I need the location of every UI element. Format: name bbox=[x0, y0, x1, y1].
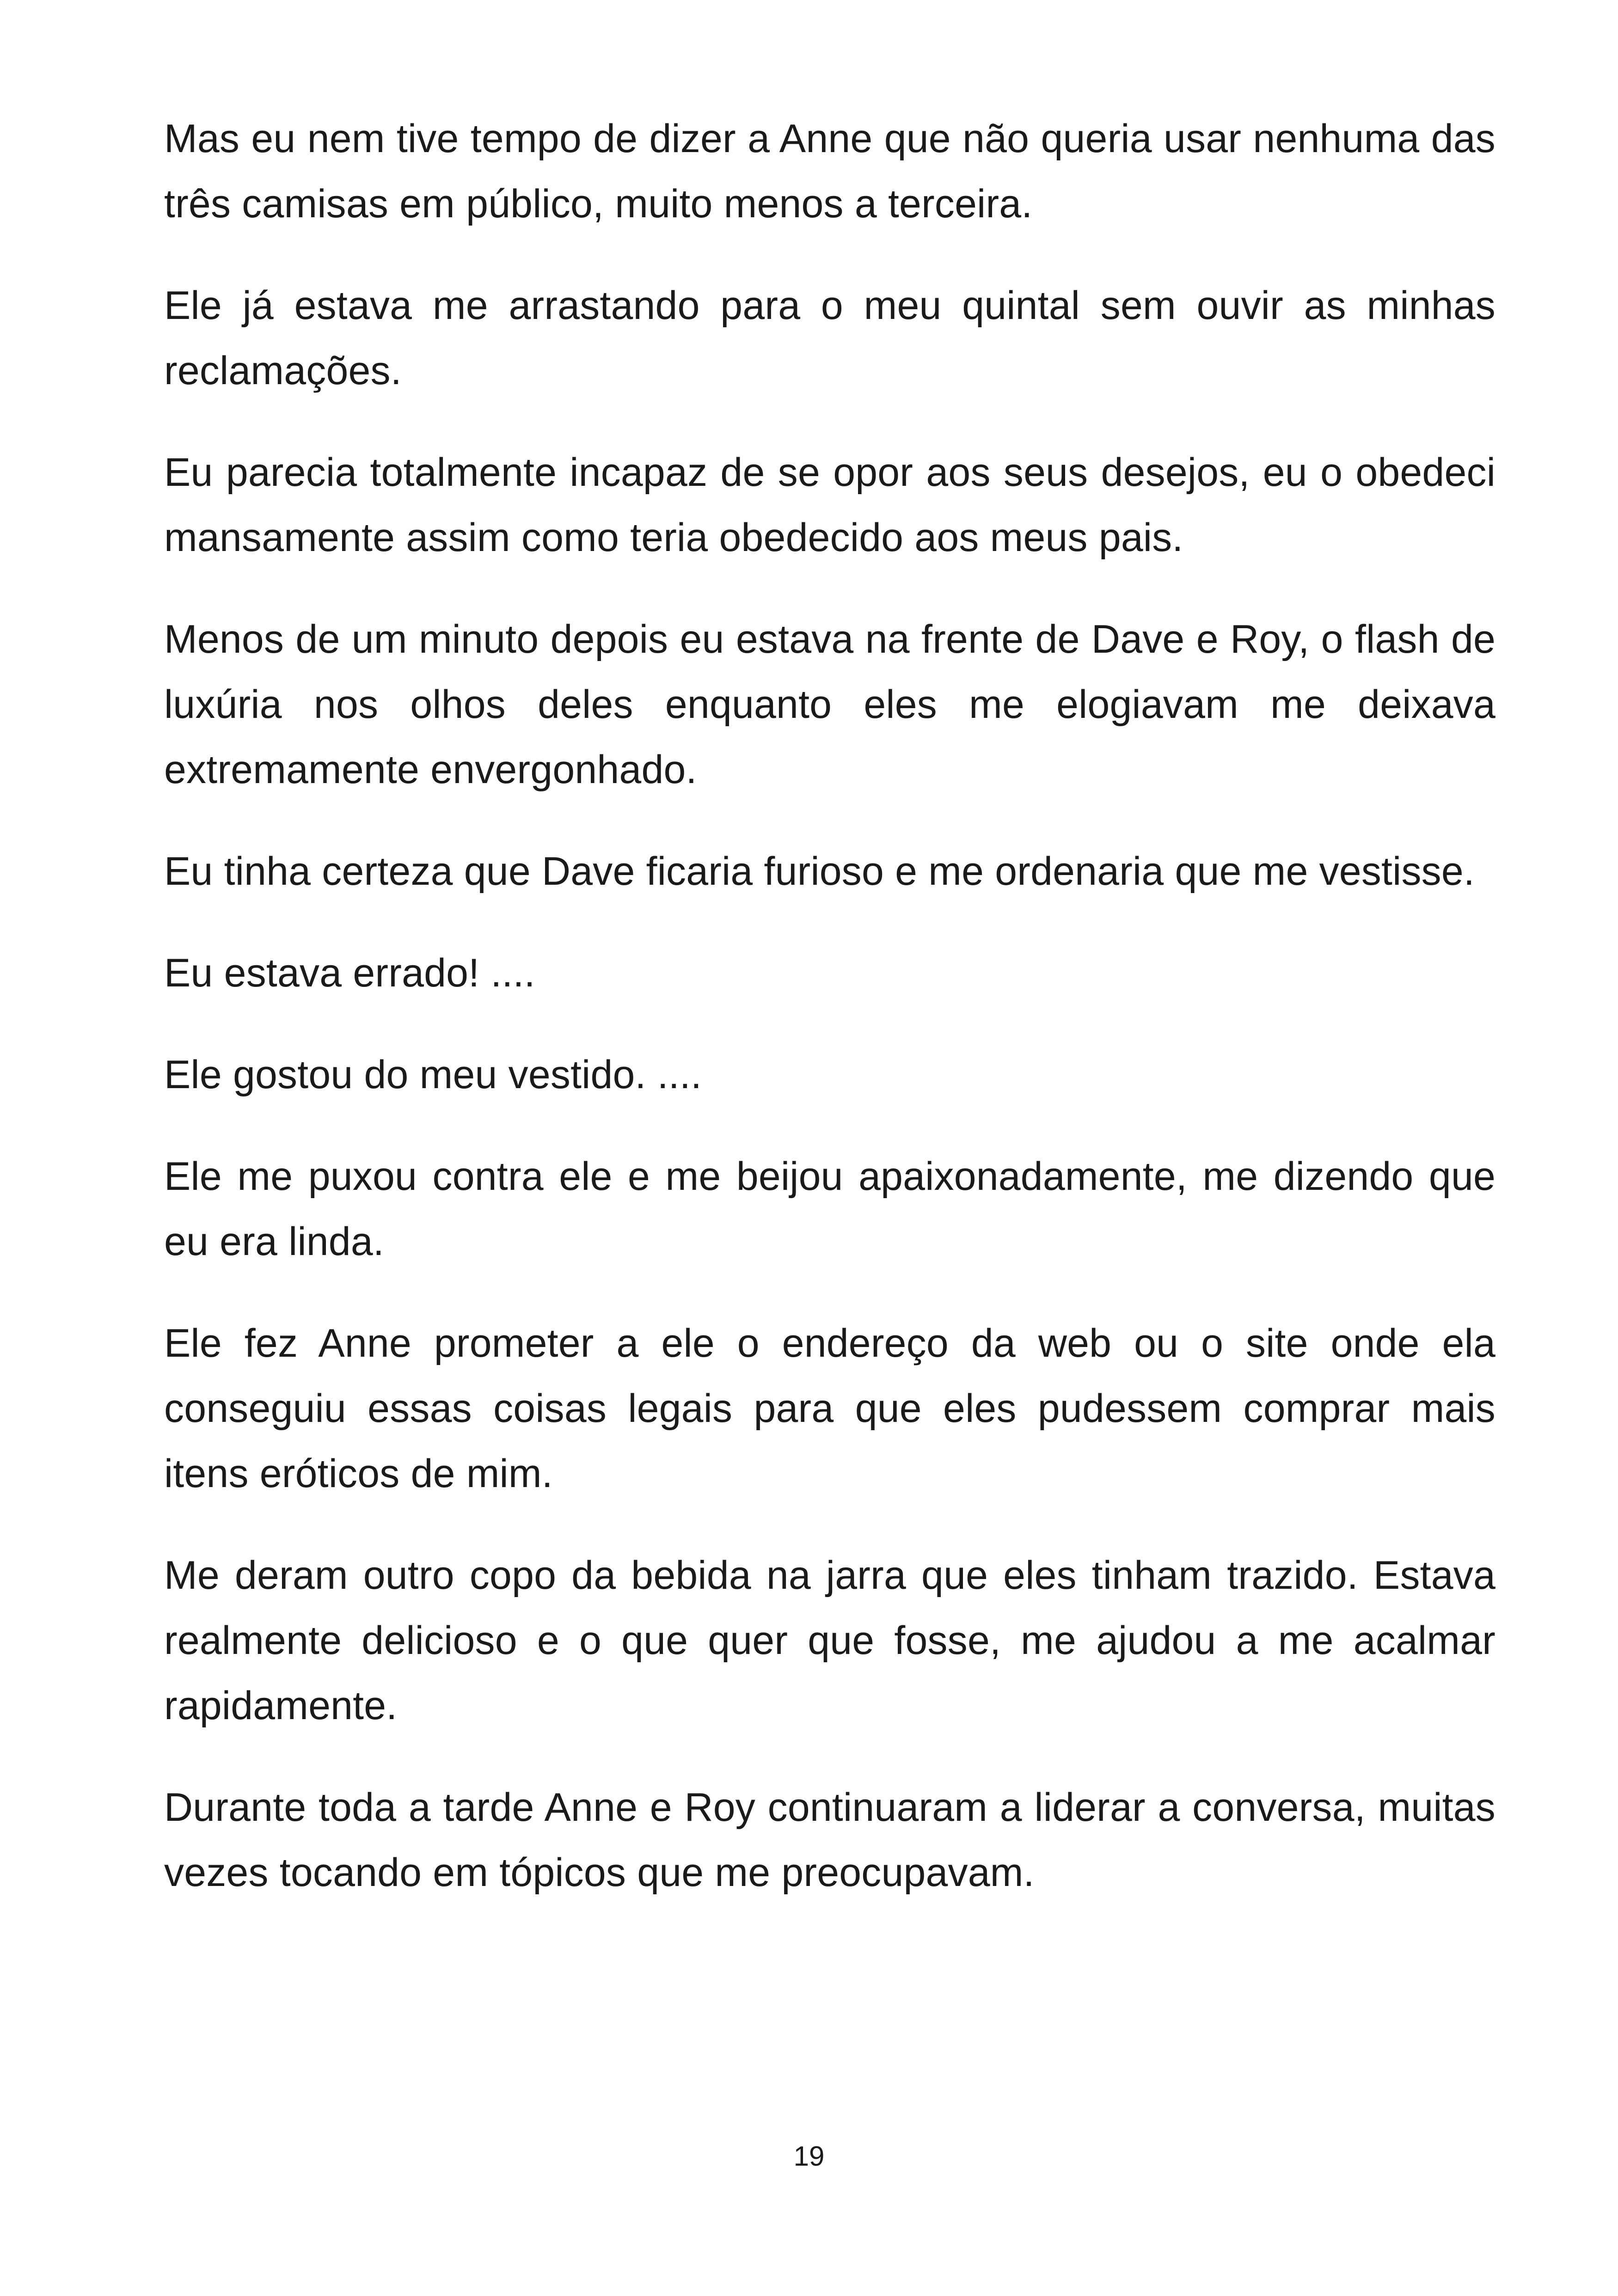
page-body bbox=[164, 106, 1495, 1942]
paragraph: Me deram outro copo da bebida na jarra que eles tinham trazido. Estava realmente delicioso e o que quer que fosse, me ajudou a me acalmar rapidamente. bbox=[164, 1553, 1495, 1728]
paragraph: Menos de um minuto depois eu estava na frente de Dave e Roy, o flash de luxúria nos olhos deles enquanto eles me elogiavam me deixava extremamente envergonhado. bbox=[164, 617, 1495, 792]
paragraph: Ele fez Anne prometer a ele o endereço da web ou o site onde ela conseguiu essas coisas legais para que eles pudessem comprar mais itens eróticos de mim. bbox=[164, 1321, 1495, 1496]
paragraph: Durante toda a tarde Anne e Roy continuaram a liderar a conversa, muitas vezes tocando em tópicos que me preocupavam. bbox=[164, 1785, 1495, 1895]
paragraph: Mas eu nem tive tempo de dizer a Anne que não queria usar nenhuma das três camisas em público, muito menos a terceira. bbox=[164, 116, 1495, 226]
paragraph: Ele me puxou contra ele e me beijou apaixonadamente, me dizendo que eu era linda. bbox=[164, 1154, 1495, 1264]
paragraph: Eu parecia totalmente incapaz de se opor aos seus desejos, eu o obedeci mansamente assim como teria obedecido aos meus pais. bbox=[164, 450, 1495, 560]
paragraph: Eu estava errado! .... bbox=[164, 951, 535, 995]
paragraph: Eu tinha certeza que Dave ficaria furioso e me ordenaria que me vestisse. bbox=[164, 849, 1475, 894]
paragraph: Ele já estava me arrastando para o meu quintal sem ouvir as minhas reclamações. bbox=[164, 283, 1495, 393]
page-number: 19 bbox=[793, 2141, 825, 2172]
paragraph: Ele gostou do meu vestido. .... bbox=[164, 1053, 702, 1097]
